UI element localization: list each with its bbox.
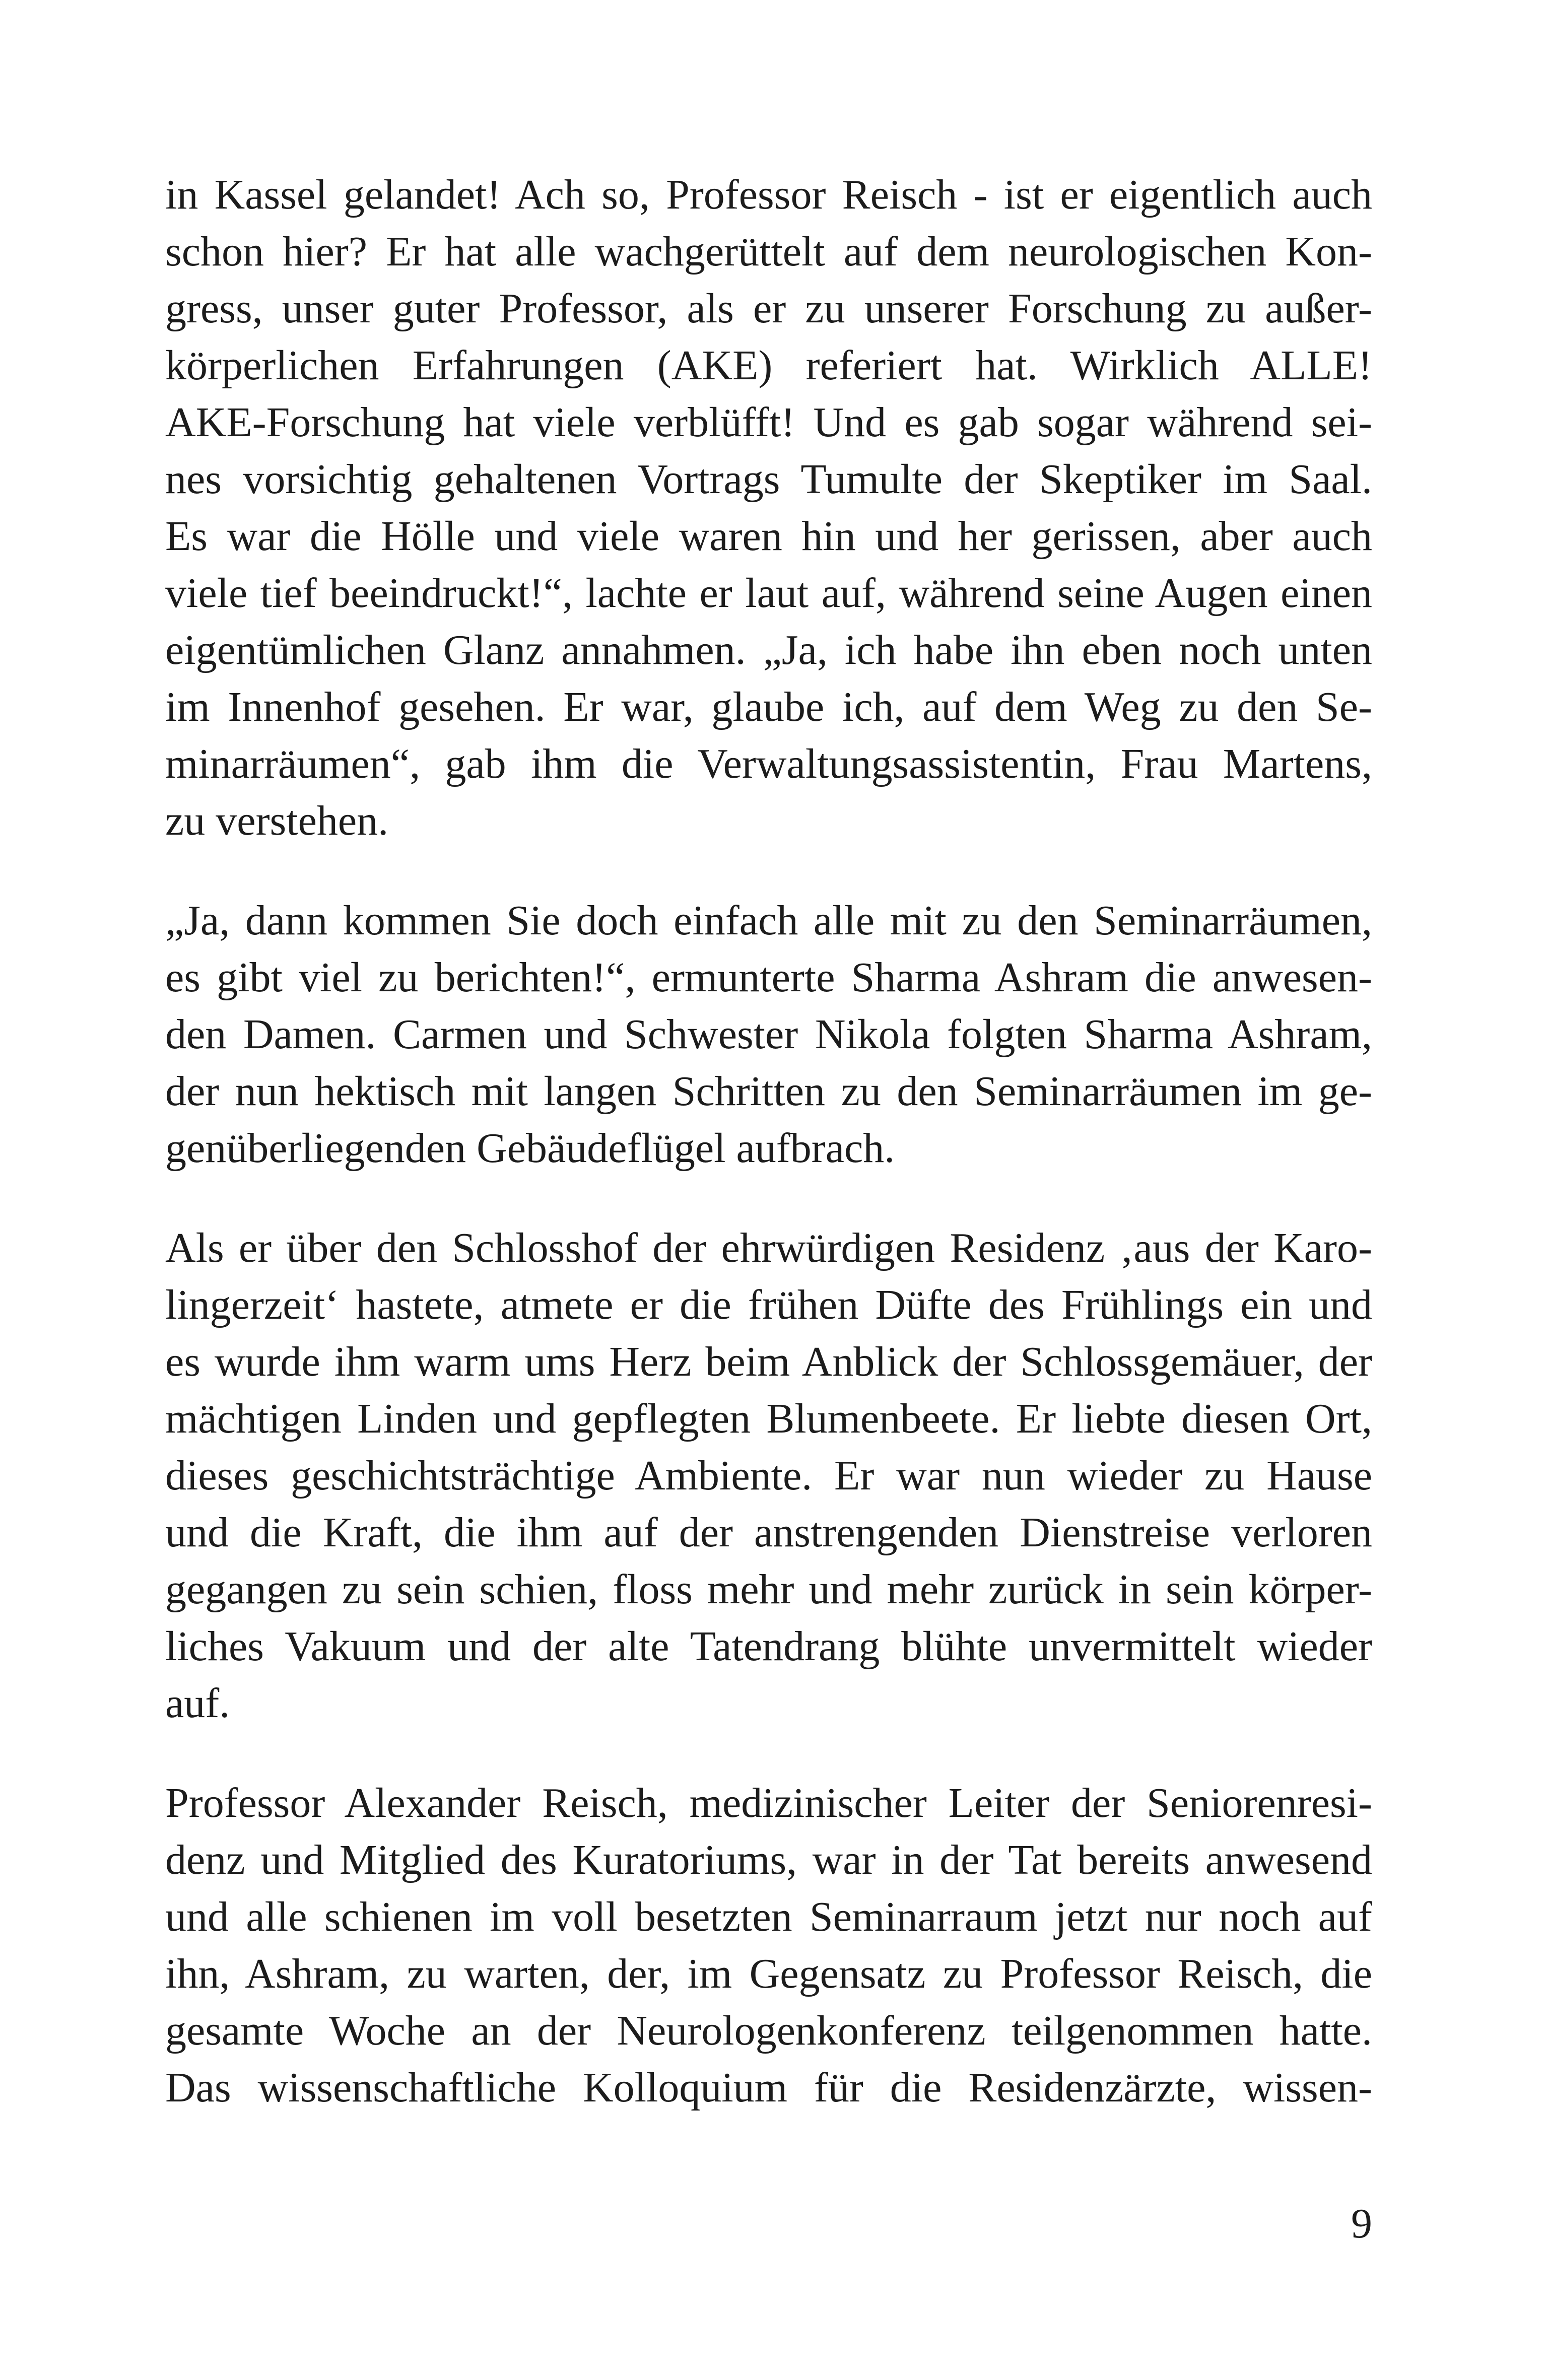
text-line: und alle schienen im voll besetzten Seminarraum jetzt nur noch auf — [165, 1893, 1372, 1940]
text-line: den Damen. Carmen und Schwester Nikola folgten Sharma Ashram, — [165, 1011, 1372, 1058]
text-line: Als er über den Schlosshof der ehrwürdigen Residenz ‚aus der Karo- — [165, 1225, 1372, 1271]
text-line: gegangen zu sein schien, floss mehr und mehr zurück in sein körper- — [165, 1566, 1372, 1613]
text-line: und die Kraft, die ihm auf der anstrengenden Dienstreise verloren — [165, 1509, 1372, 1556]
text-line: nes vorsichtig gehaltenen Vortrags Tumulte der Skeptiker im Saal. — [165, 456, 1372, 503]
page-body — [165, 166, 1372, 2116]
paragraph — [165, 892, 1372, 1177]
text-line: in Kassel gelandet! Ach so, Professor Reisch - ist er eigentlich auch — [165, 171, 1372, 218]
text-line: dieses geschichtsträchtige Ambiente. Er war nun wieder zu Hause — [165, 1452, 1372, 1499]
text-line: der nun hektisch mit langen Schritten zu den Seminarräumen im ge- — [165, 1068, 1372, 1115]
text-line: gress, unser guter Professor, als er zu unserer Forschung zu außer- — [165, 285, 1372, 332]
paragraph — [165, 166, 1372, 849]
text-line: auf. — [165, 1680, 230, 1727]
text-line: körperlichen Erfahrungen (AKE) referiert hat. Wirklich ALLE! — [165, 342, 1372, 389]
text-line: eigentümlichen Glanz annahmen. „Ja, ich habe ihn eben noch unten — [165, 627, 1372, 673]
paragraph — [165, 1219, 1372, 1732]
text-line: „Ja, dann kommen Sie doch einfach alle mit zu den Seminarräumen, — [165, 897, 1372, 944]
paragraph — [165, 1775, 1372, 2116]
text-line: Das wissenschaftliche Kolloquium für die Residenzärzte, wissen- — [165, 2064, 1372, 2111]
text-line: genüberliegenden Gebäudeflügel aufbrach. — [165, 1125, 895, 1172]
text-line: im Innenhof gesehen. Er war, glaube ich, auf dem Weg zu den Se- — [165, 684, 1372, 730]
page-number: 9 — [1351, 2200, 1372, 2247]
text-line: minarräumen“, gab ihm die Verwaltungsassistentin, Frau Martens, — [165, 740, 1372, 787]
text-line: Es war die Hölle und viele waren hin und her gerissen, aber auch — [165, 513, 1372, 560]
text-line: ihn, Ashram, zu warten, der, im Gegensatz zu Professor Reisch, die — [165, 1950, 1372, 1997]
text-line: liches Vakuum und der alte Tatendrang blühte unvermittelt wieder — [165, 1623, 1372, 1670]
text-line: Professor Alexander Reisch, medizinischer Leiter der Seniorenresi- — [165, 1780, 1372, 1826]
text-line: denz und Mitglied des Kuratoriums, war in der Tat bereits anwesend — [165, 1837, 1372, 1883]
text-line: lingerzeit‘ hastete, atmete er die frühen Düfte des Frühlings ein und — [165, 1281, 1372, 1328]
text-line: viele tief beeindruckt!“, lachte er laut auf, während seine Augen einen — [165, 570, 1372, 617]
text-line: es gibt viel zu berichten!“, ermunterte Sharma Ashram die anwesen- — [165, 954, 1372, 1001]
text-line: es wurde ihm warm ums Herz beim Anblick der Schlossgemäuer, der — [165, 1338, 1372, 1385]
text-line: mächtigen Linden und gepflegten Blumenbeete. Er liebte diesen Ort, — [165, 1395, 1372, 1442]
text-line: gesamte Woche an der Neurologenkonferenz teilgenommen hatte. — [165, 2007, 1372, 2054]
text-line: zu verstehen. — [165, 797, 389, 844]
text-line: schon hier? Er hat alle wachgerüttelt auf dem neurologischen Kon- — [165, 228, 1372, 275]
text-line: AKE-Forschung hat viele verblüfft! Und es gab sogar während sei- — [165, 399, 1372, 446]
